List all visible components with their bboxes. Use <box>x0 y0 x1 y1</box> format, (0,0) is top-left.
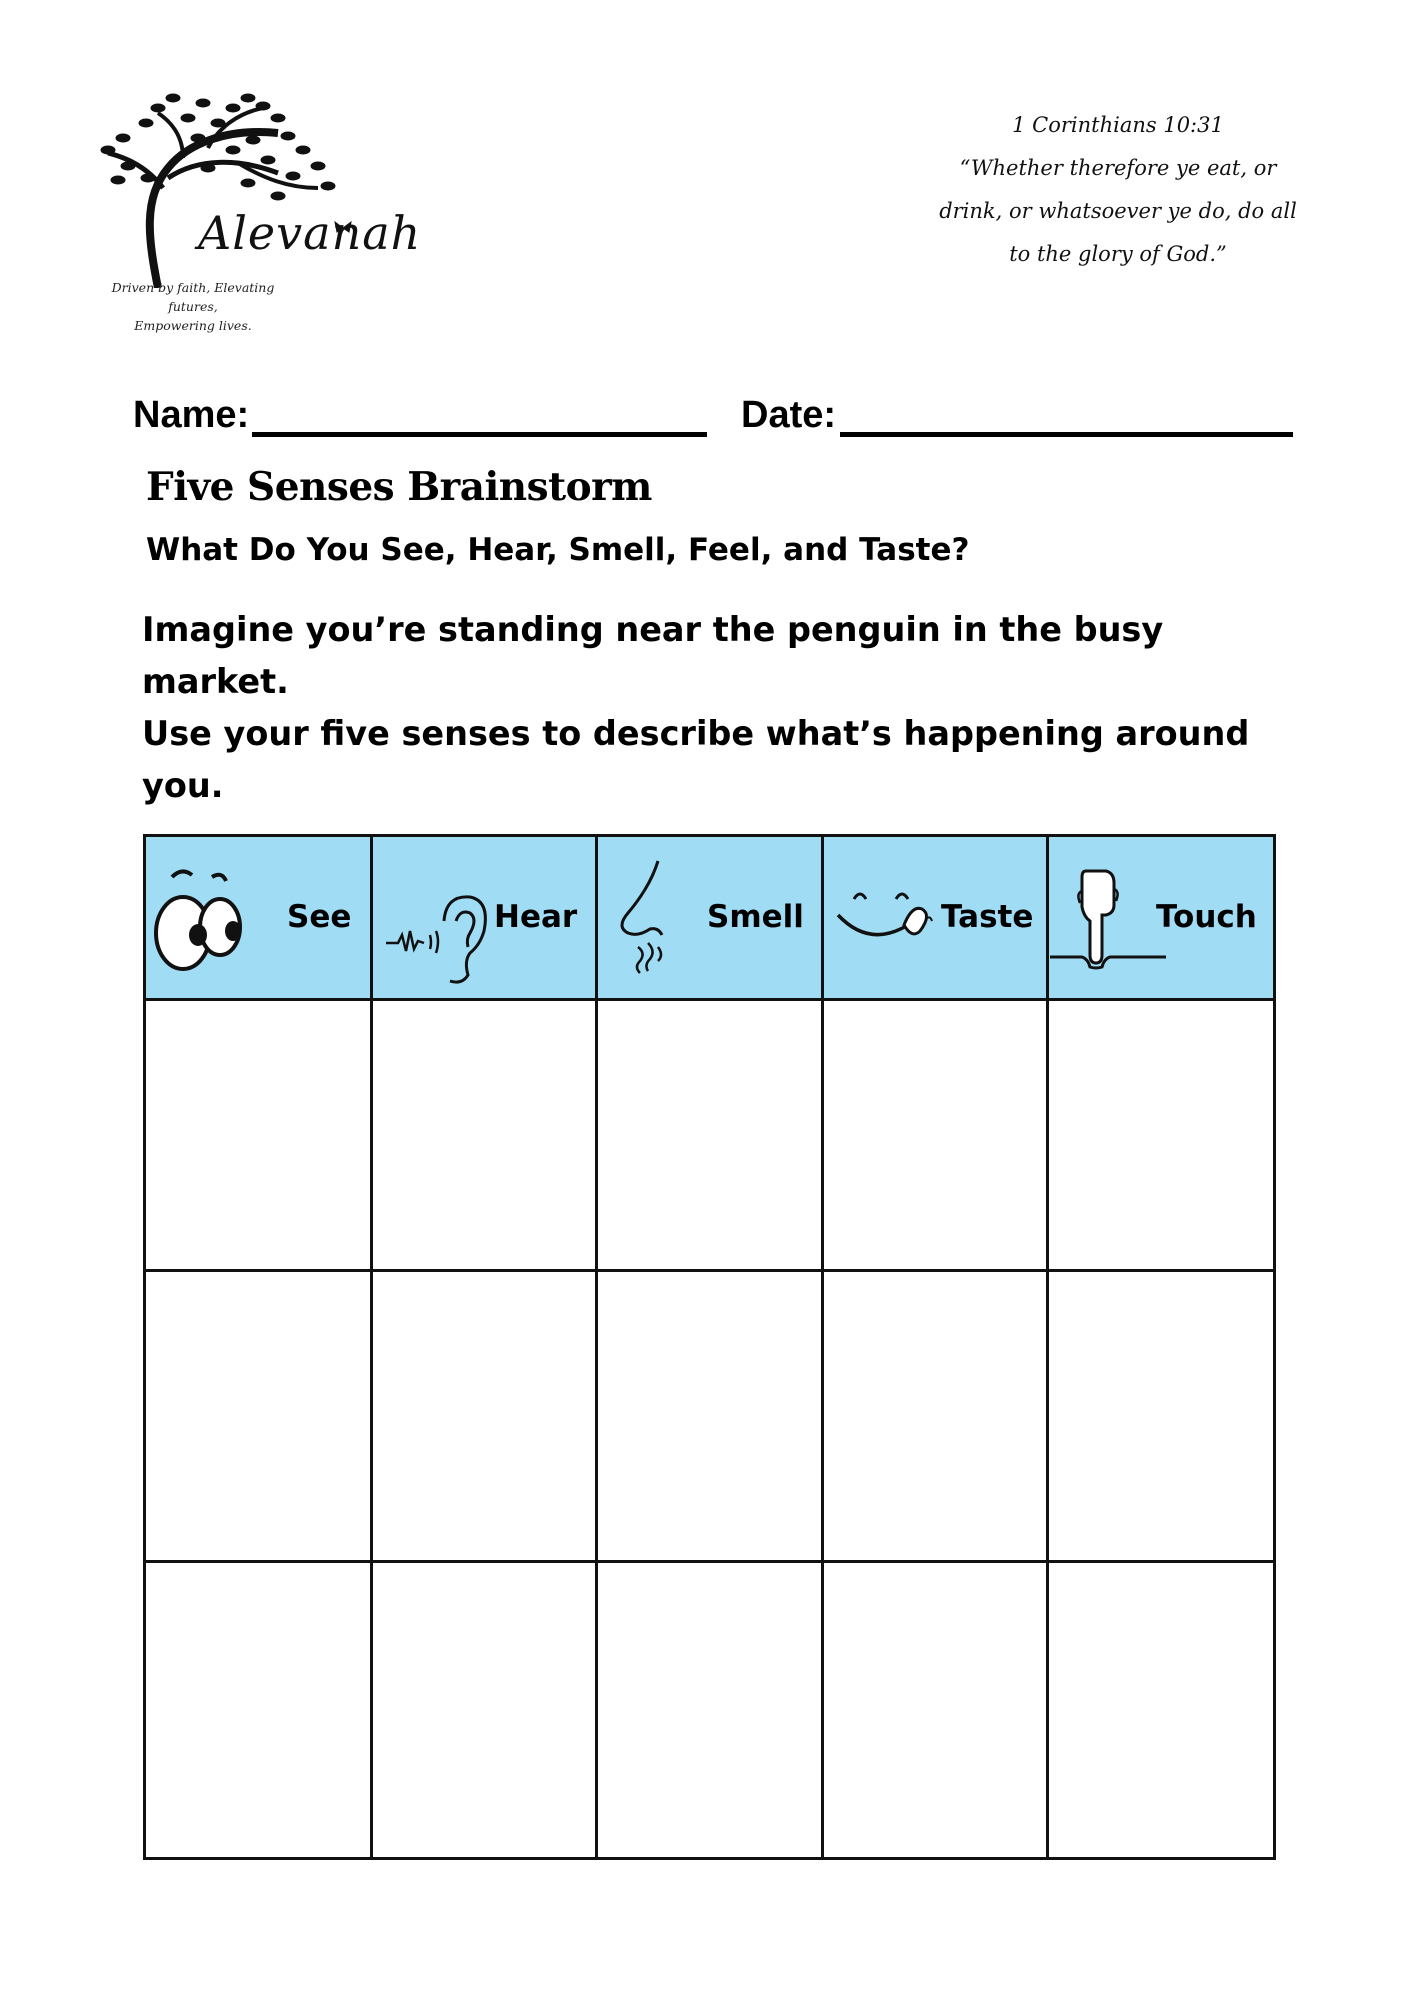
table-cell-hear-row1[interactable] <box>373 1001 595 1269</box>
tagline-line: Empowering lives. <box>134 318 252 333</box>
senses-table <box>143 834 1276 1860</box>
date-label: Date: <box>741 394 837 436</box>
page-subtitle: What Do You See, Hear, Smell, Feel, and Taste? <box>146 532 970 568</box>
tagline <box>88 278 298 335</box>
table-cell-touch-row3[interactable] <box>1049 1563 1273 1857</box>
brand-name: Alevanah <box>198 206 422 260</box>
instructions-line: Imagine you’re standing near the penguin in the busy market. <box>142 610 1164 701</box>
column-header-hear: Hear <box>494 899 578 935</box>
nose-icon <box>614 857 684 977</box>
table-cell-see-row2[interactable] <box>146 1272 370 1560</box>
instructions-line: you. <box>142 766 224 805</box>
date-field[interactable] <box>840 432 1293 437</box>
table-cell-see-row3[interactable] <box>146 1563 370 1857</box>
table-cell-smell-row2[interactable] <box>598 1272 821 1560</box>
verse-line: drink, or whatsoever ye do, do all <box>939 199 1297 223</box>
tagline-line: Driven by faith, Elevating futures, <box>111 280 275 314</box>
eyes-icon <box>150 865 250 975</box>
column-header-smell: Smell <box>707 899 804 935</box>
table-cell-touch-row2[interactable] <box>1049 1272 1273 1560</box>
bible-verse <box>938 104 1298 276</box>
name-label: Name: <box>133 394 250 436</box>
page-title: Five Senses Brainstorm <box>146 464 652 510</box>
instructions <box>142 604 1302 812</box>
verse-reference: 1 Corinthians 10:31 <box>1012 113 1224 137</box>
tongue-face-icon <box>836 881 946 951</box>
table-cell-taste-row3[interactable] <box>824 1563 1046 1857</box>
table-cell-hear-row3[interactable] <box>373 1563 595 1857</box>
table-cell-touch-row1[interactable] <box>1049 1001 1273 1269</box>
column-header-see: See <box>287 899 352 935</box>
table-cell-taste-row2[interactable] <box>824 1272 1046 1560</box>
column-header-taste: Taste <box>941 899 1034 935</box>
logo <box>88 88 422 333</box>
name-field[interactable] <box>252 432 707 437</box>
instructions-line: Use your five senses to describe what’s happening around <box>142 714 1250 753</box>
column-header-touch: Touch <box>1156 899 1257 935</box>
table-cell-taste-row1[interactable] <box>824 1001 1046 1269</box>
verse-line: to the glory of God.” <box>1009 242 1227 266</box>
table-cell-hear-row2[interactable] <box>373 1272 595 1560</box>
table-cell-see-row1[interactable] <box>146 1001 370 1269</box>
verse-line: “Whether therefore ye eat, or <box>959 156 1277 180</box>
table-cell-smell-row3[interactable] <box>598 1563 821 1857</box>
ear-icon <box>384 891 494 987</box>
table-cell-smell-row1[interactable] <box>598 1001 821 1269</box>
